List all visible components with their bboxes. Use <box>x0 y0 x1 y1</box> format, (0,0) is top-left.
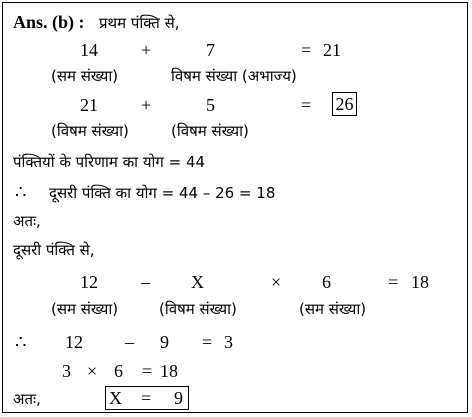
therefore-symbol: ∴ <box>15 182 27 202</box>
row1-label-right: विषम संख्या (अभाज्य) <box>171 67 297 85</box>
row1-equals: = <box>301 40 312 60</box>
row4-operator: – <box>125 332 134 352</box>
final-equals: = <box>141 388 152 408</box>
row3-operand-c: 6 <box>322 272 331 292</box>
second-row-sum-line: दूसरी पंक्ति का योग = 44 – 26 = 18 <box>49 184 276 202</box>
row2-label-right: (विषम संख्या) <box>171 122 249 140</box>
row3-label-a: (सम संख्या) <box>51 300 119 318</box>
row5-operand-a: 3 <box>62 361 71 381</box>
row5-equals: = <box>142 361 153 381</box>
row4-operand-b: 9 <box>160 332 169 352</box>
answer-panel <box>2 2 468 413</box>
row1-operand-a: 14 <box>80 40 98 60</box>
first-row-intro: प्रथम पंक्ति से, <box>99 14 180 32</box>
row1-operator: + <box>141 40 152 60</box>
final-variable: X <box>109 388 122 408</box>
answer-label: Ans. (b) : <box>13 12 85 32</box>
row3-unknown-x: X <box>191 272 204 292</box>
hence-label-2: अतः, <box>13 390 41 408</box>
row5-operand-b: 6 <box>114 361 123 381</box>
row1-operand-b: 7 <box>206 40 215 60</box>
row1-result: 21 <box>323 40 341 60</box>
final-value: 9 <box>174 388 183 408</box>
row2-label-left: (विषम संख्या) <box>51 122 129 140</box>
row3-equals: = <box>388 272 399 292</box>
row3-operator-minus: – <box>141 272 150 292</box>
row3-result: 18 <box>411 272 429 292</box>
therefore-symbol-2: ∴ <box>15 332 27 352</box>
rows-result-sum: पंक्तियों के परिणाम का योग = 44 <box>13 153 206 171</box>
row2-operator: + <box>141 95 152 115</box>
row1-label-left: (सम संख्या) <box>51 67 119 85</box>
final-answer-box <box>105 386 189 410</box>
row4-result: 3 <box>224 332 233 352</box>
row4-operand-a: 12 <box>65 332 83 352</box>
row3-operand-a: 12 <box>80 272 98 292</box>
row2-result-boxed: 26 <box>332 92 357 116</box>
row2-equals: = <box>301 95 312 115</box>
second-row-intro: दूसरी पंक्ति से, <box>13 241 95 259</box>
row2-operand-a: 21 <box>80 95 98 115</box>
row5-operator: × <box>87 361 98 381</box>
row3-operator-times: × <box>271 272 282 292</box>
row2-operand-b: 5 <box>206 95 215 115</box>
row5-result: 18 <box>160 361 178 381</box>
row3-label-c: (सम संख्या) <box>299 300 367 318</box>
row4-equals: = <box>202 332 213 352</box>
hence-label: अतः, <box>13 212 41 230</box>
row3-label-b: (विषम संख्या) <box>159 300 237 318</box>
